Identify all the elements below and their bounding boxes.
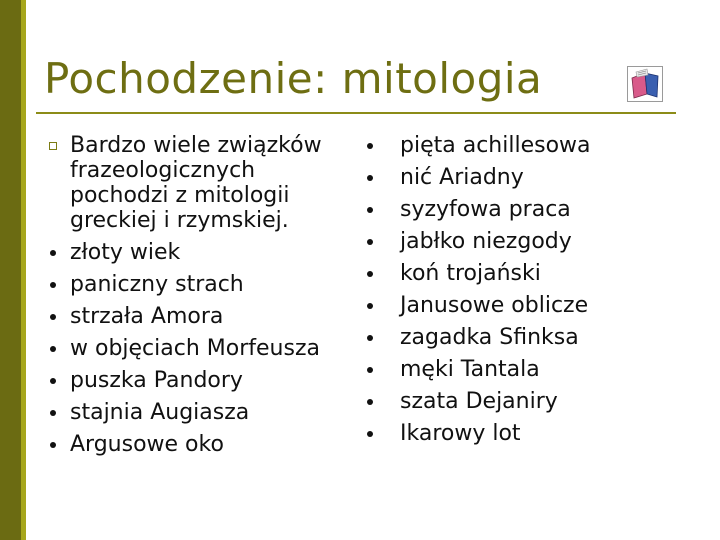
list-item-text: strzała Amora xyxy=(70,304,224,329)
slide-title: Pochodzenie: mitologia xyxy=(44,54,543,103)
left-accent-stripe xyxy=(21,0,26,540)
list-item xyxy=(363,130,683,162)
list-item-text: Argusowe oko xyxy=(70,432,224,457)
dot-bullet-icon xyxy=(363,290,377,322)
list-item xyxy=(363,322,683,354)
list-item xyxy=(363,290,683,322)
dot-bullet-icon xyxy=(46,365,60,397)
list-item xyxy=(363,258,683,290)
list-item xyxy=(363,418,683,450)
list-item xyxy=(44,365,354,397)
left-bullet-list xyxy=(44,130,354,461)
list-item xyxy=(44,333,354,365)
dot-bullet-icon xyxy=(46,333,60,365)
dot-bullet-icon xyxy=(363,386,377,418)
dot-bullet-icon xyxy=(363,130,377,162)
left-accent-bar xyxy=(0,0,21,540)
title-divider xyxy=(36,112,676,114)
list-item-text: nić Ariadny xyxy=(400,165,524,190)
list-item-text: szata Dejaniry xyxy=(400,389,558,414)
list-item-text: pięta achillesowa xyxy=(400,133,591,158)
list-item-text: w objęciach Morfeusza xyxy=(70,336,320,361)
list-item-text: złoty wiek xyxy=(70,240,181,265)
list-item xyxy=(363,226,683,258)
list-item-text: paniczny strach xyxy=(70,272,244,297)
list-item-text: koń trojański xyxy=(400,261,541,286)
list-item xyxy=(44,237,354,269)
dot-bullet-icon xyxy=(363,322,377,354)
square-bullet-icon xyxy=(46,130,60,162)
list-item xyxy=(363,386,683,418)
list-item xyxy=(44,269,354,301)
right-bullet-list xyxy=(363,130,683,450)
list-item-text: Janusowe oblicze xyxy=(400,293,589,318)
list-item-text: syzyfowa praca xyxy=(400,197,571,222)
list-item-text: jabłko niezgody xyxy=(400,229,572,254)
list-item-text: Bardzo wiele związków frazeologicznych pochodzi z mitologii greckiej i rzymskiej. xyxy=(70,133,322,233)
dot-bullet-icon xyxy=(363,162,377,194)
dot-bullet-icon xyxy=(46,269,60,301)
dot-bullet-icon xyxy=(46,301,60,333)
list-item-text: puszka Pandory xyxy=(70,368,243,393)
list-item xyxy=(44,397,354,429)
list-item xyxy=(363,194,683,226)
list-item xyxy=(44,429,354,461)
list-item xyxy=(44,301,354,333)
dot-bullet-icon xyxy=(46,429,60,461)
list-item-intro xyxy=(44,130,354,237)
list-item-text: zagadka Sfinksa xyxy=(400,325,579,350)
list-item-text: Ikarowy lot xyxy=(400,421,521,446)
list-item-text: męki Tantala xyxy=(400,357,540,382)
list-item-text: stajnia Augiasza xyxy=(70,400,250,425)
dot-bullet-icon xyxy=(363,226,377,258)
list-item xyxy=(363,354,683,386)
dot-bullet-icon xyxy=(363,418,377,450)
dot-bullet-icon xyxy=(363,258,377,290)
dot-bullet-icon xyxy=(46,397,60,429)
dot-bullet-icon xyxy=(46,237,60,269)
dot-bullet-icon xyxy=(363,354,377,386)
book-icon xyxy=(627,66,663,102)
list-item xyxy=(363,162,683,194)
dot-bullet-icon xyxy=(363,194,377,226)
